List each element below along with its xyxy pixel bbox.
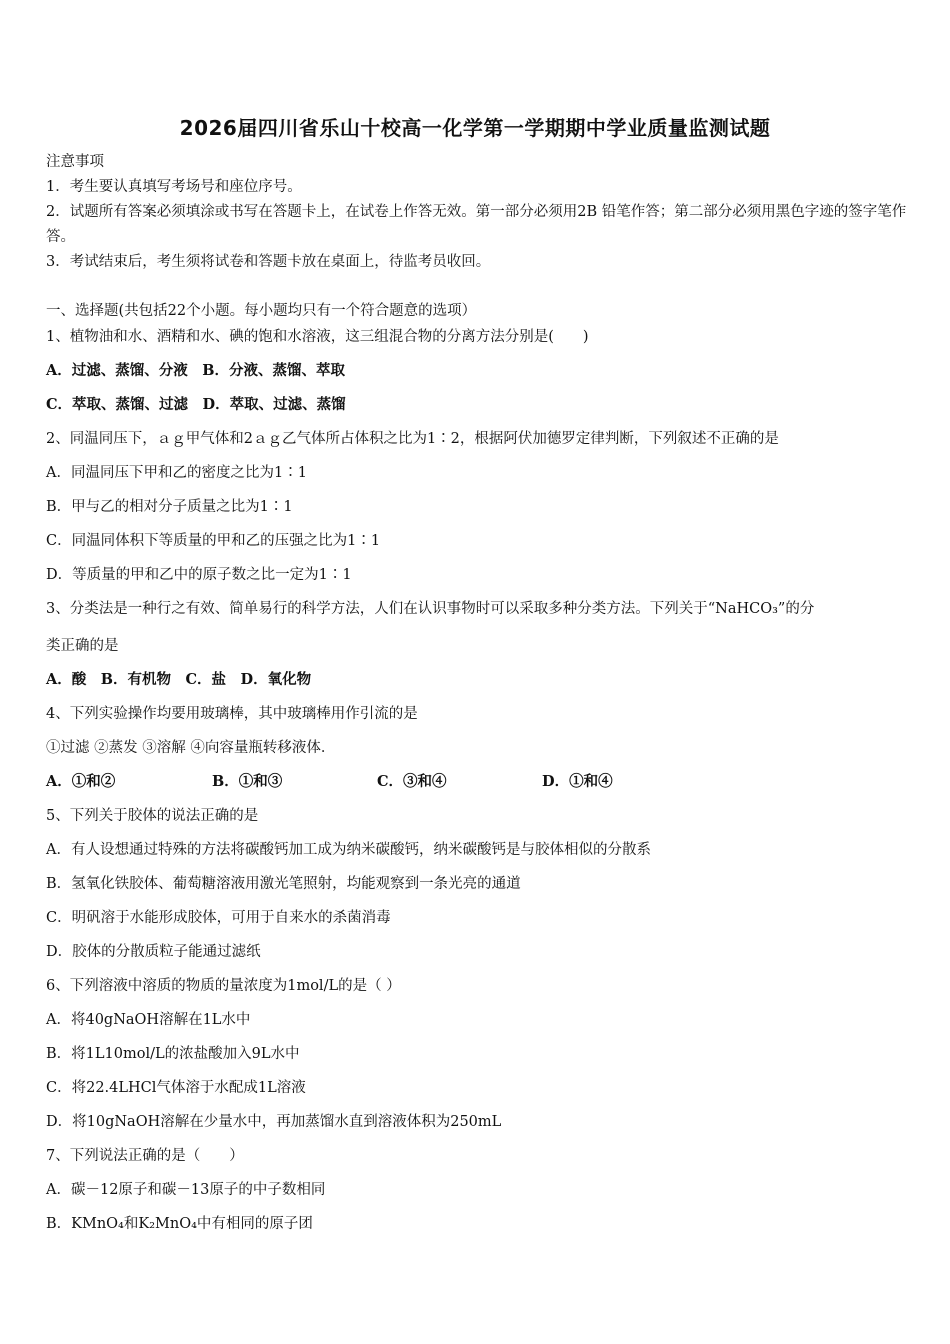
q5-option-a: A．有人设想通过特殊的方法将碳酸钙加工成为纳米碳酸钙，纳米碳酸钙是与胶体相似的分散系: [46, 842, 651, 858]
q4-option-b: B．①和③: [212, 773, 283, 790]
q7-stem: 7、下列说法正确的是（ ）: [46, 1148, 244, 1164]
q4-option-c: C．③和④: [377, 773, 447, 790]
q1-stem: 1、植物油和水、酒精和水、碘的饱和水溶液，这三组混合物的分离方法分别是( ): [46, 329, 589, 345]
notice-item-3: 3．考试结束后，考生须将试卷和答题卡放在桌面上，待监考员收回。: [46, 254, 491, 270]
q2-option-b: B．甲与乙的相对分子质量之比为1∶1: [46, 499, 293, 515]
q2-option-c: C．同温同体积下等质量的甲和乙的压强之比为1∶1: [46, 533, 381, 549]
q6-option-d: D．将10gNaOH溶解在少量水中，再加蒸馏水直到溶液体积为250mL: [46, 1114, 502, 1130]
page-title: 2026届四川省乐山十校高一化学第一学期期中学业质量监测试题: [179, 116, 771, 140]
q5-stem: 5、下列关于胶体的说法正确的是: [46, 808, 259, 824]
q7-option-b: B．KMnO₄和K₂MnO₄中有相同的原子团: [46, 1216, 313, 1232]
q4-option-a: A．①和②: [46, 773, 116, 790]
q2-option-d: D．等质量的甲和乙中的原子数之比一定为1∶1: [46, 567, 352, 583]
q4-sub: ①过滤 ②蒸发 ③溶解 ④向容量瓶转移液体．: [46, 740, 336, 756]
notice-block: [46, 150, 908, 275]
q6-option-b: B．将1L10mol/L的浓盐酸加入9L水中: [46, 1046, 300, 1062]
q2-stem: 2、同温同压下，ａｇ甲气体和2ａｇ乙气体所占体积之比为1∶2，根据阿伏加德罗定律判断，下列叙述不正确的是: [46, 431, 779, 447]
q4-option-d: D．①和④: [542, 773, 613, 790]
q5-option-b: B．氢氧化铁胶体、葡萄糖溶液用激光笔照射，均能观察到一条光亮的通道: [46, 876, 521, 892]
q2-option-a: A．同温同压下甲和乙的密度之比为1∶1: [46, 465, 307, 481]
notice-item-2: 2．试题所有答案必须填涂或书写在答题卡上，在试卷上作答无效。第一部分必须用2B 铅笔作答；第二部分必须用黑色字迹的签字笔作答。: [46, 204, 907, 245]
q7-option-a: A．碳－12原子和碳－13原子的中子数相同: [46, 1182, 326, 1198]
q5-option-d: D．胶体的分散质粒子能通过滤纸: [46, 944, 261, 960]
q4-options: [46, 770, 666, 790]
q4-stem: 4、下列实验操作均要用玻璃棒，其中玻璃棒用作引流的是: [46, 706, 418, 722]
q3-stem-line1: 3、分类法是一种行之有效、简单易行的科学方法，人们在认识事物时可以采取多种分类方法。下列关于“NaHCO₃”的分: [46, 601, 815, 617]
q3-options: A．酸 B．有机物 C．盐 D．氧化物: [46, 671, 312, 688]
notice-item-1: 1．考生要认真填写考场号和座位序号。: [46, 179, 302, 195]
q6-option-a: A．将40gNaOH溶解在1L水中: [46, 1012, 251, 1028]
q5-option-c: C．明矾溶于水能形成胶体，可用于自来水的杀菌消毒: [46, 910, 391, 926]
notice-heading: 注意事项: [46, 154, 104, 170]
q1-options-row2: C．萃取、蒸馏、过滤 D．萃取、过滤、蒸馏: [46, 396, 346, 413]
q6-stem: 6、下列溶液中溶质的物质的量浓度为1mol/L的是（ ）: [46, 978, 401, 994]
section-heading: 一、选择题(共包括22个小题。每小题均只有一个符合题意的选项）: [46, 303, 477, 319]
q6-option-c: C．将22.4LHCl气体溶于水配成1L溶液: [46, 1080, 306, 1096]
q1-options-row1: A．过滤、蒸馏、分液 B．分液、蒸馏、萃取: [46, 362, 346, 379]
q3-stem-line2: 类正确的是: [46, 638, 119, 654]
